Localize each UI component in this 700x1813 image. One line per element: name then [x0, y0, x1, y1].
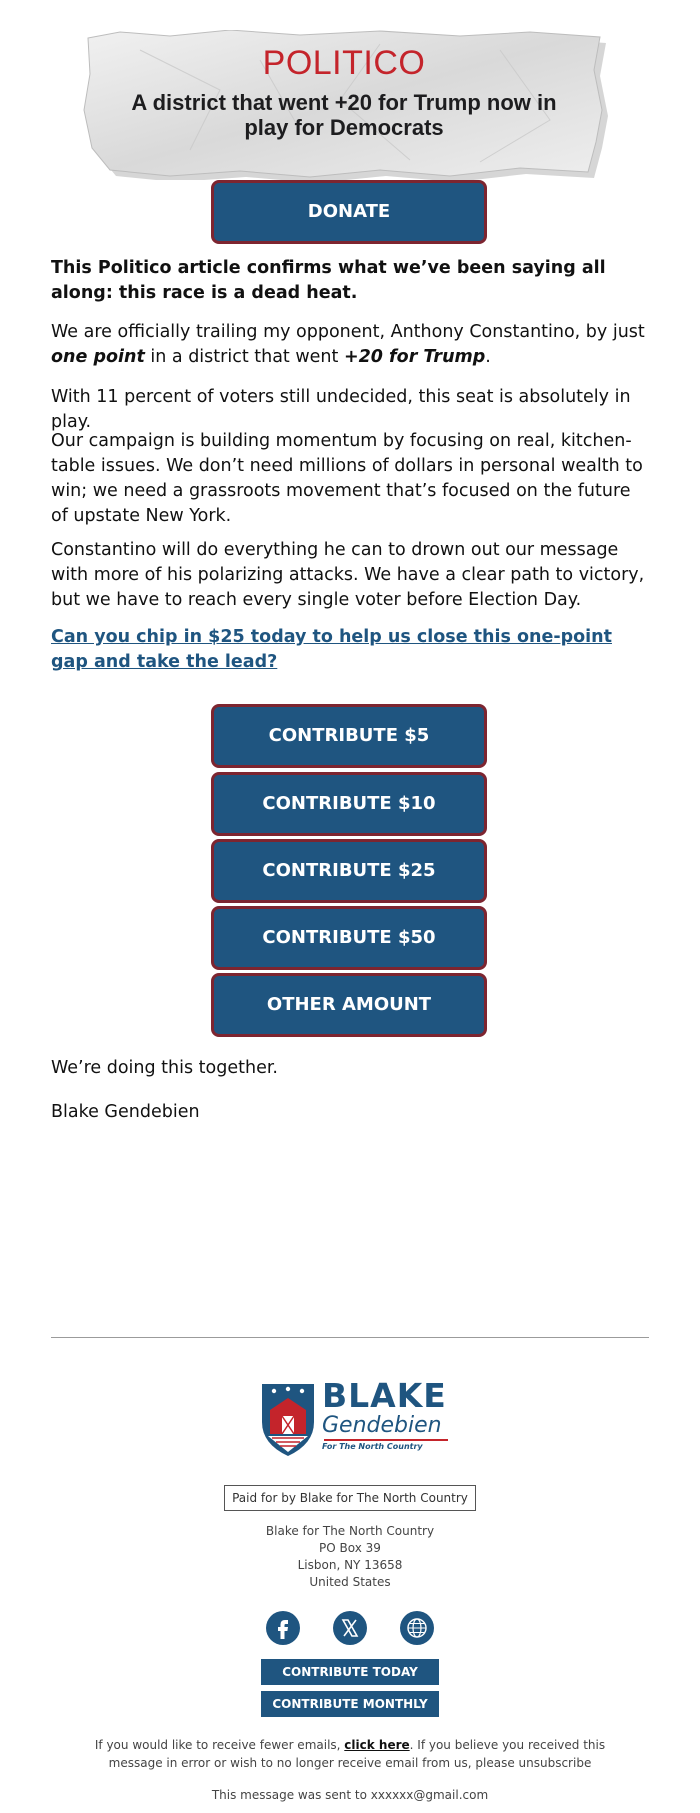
- plus-20-emphasis: +20 for Trump: [343, 347, 486, 367]
- address-line-1: Blake for The North Country: [265, 1524, 435, 1538]
- hero-headline: A district that went +20 for Trump now in play for Democrats: [131, 90, 557, 140]
- trailing-text-2: in a district that went: [144, 347, 344, 367]
- contribute-25-button[interactable]: CONTRIBUTE $25: [211, 839, 487, 903]
- footer-divider: [51, 1337, 649, 1338]
- address-line-3: Lisbon, NY 13658: [297, 1558, 403, 1572]
- unsubscribe-notice: [80, 1736, 620, 1772]
- globe-icon[interactable]: [400, 1611, 434, 1645]
- fewer-emails-text: If you would like to receive fewer emails,: [94, 1738, 345, 1752]
- chip-in-link[interactable]: Can you chip in $25 today to help us close this one-point gap and take the lead?: [51, 627, 612, 672]
- click-here-link[interactable]: click here: [344, 1738, 410, 1752]
- logo-tagline: For The North Country: [322, 1442, 423, 1451]
- hero-text: [80, 30, 608, 180]
- unsubscribe-text: . If you believe you received this message in error or wish to no longer receive email from us, please unsubscribe: [108, 1738, 606, 1770]
- other-amount-button[interactable]: OTHER AMOUNT: [211, 973, 487, 1037]
- logo-name-top: BLAKE: [322, 1376, 447, 1415]
- contribute-10-button[interactable]: CONTRIBUTE $10: [211, 772, 487, 836]
- politico-brand: POLITICO: [262, 44, 426, 82]
- trailing-text-1: We are officially trailing my opponent, Anthony Constantino, by just: [51, 322, 645, 342]
- one-point-emphasis: one point: [51, 347, 145, 367]
- facebook-icon[interactable]: [266, 1611, 300, 1645]
- address-line-4: United States: [309, 1575, 391, 1589]
- constantino-paragraph: Constantino will do everything he can to drown out our message with more of his polarizing attacks. We have a clear path to victory, but we have to reach every single voter before Election Day.: [51, 540, 645, 610]
- logo-underline: [324, 1439, 448, 1441]
- intro-paragraph: This Politico article confirms what we’ve been saying all along: this race is a dead heat.: [51, 258, 606, 303]
- politico-headline-image: [80, 30, 608, 180]
- trailing-text-3: .: [485, 347, 491, 367]
- closing-line: We’re doing this together.: [51, 1058, 278, 1078]
- contribute-monthly-button[interactable]: CONTRIBUTE MONTHLY: [261, 1691, 439, 1717]
- contribute-today-button[interactable]: CONTRIBUTE TODAY: [261, 1659, 439, 1685]
- contribute-5-button[interactable]: CONTRIBUTE $5: [211, 704, 487, 768]
- momentum-paragraph: Our campaign is building momentum by focusing on real, kitchen-table issues. We don’t need millions of dollars in personal wealth to win; we need a grassroots movement that’s focused on the future of upstate New York.: [51, 431, 643, 526]
- undecided-paragraph: With 11 percent of voters still undecided, this seat is absolutely in play.: [51, 387, 631, 432]
- campaign-logo: [258, 1378, 448, 1460]
- logo-name-bottom: Gendebien: [322, 1413, 442, 1438]
- paid-for-disclaimer: Paid for by Blake for The North Country: [224, 1485, 476, 1511]
- x-icon[interactable]: [333, 1611, 367, 1645]
- sent-to-notice: This message was sent to xxxxxx@gmail.com: [211, 1788, 489, 1802]
- trailing-paragraph: [51, 320, 651, 370]
- signature: Blake Gendebien: [51, 1102, 200, 1122]
- address-line-2: PO Box 39: [319, 1541, 381, 1555]
- donate-button[interactable]: DONATE: [211, 180, 487, 244]
- contribute-50-button[interactable]: CONTRIBUTE $50: [211, 906, 487, 970]
